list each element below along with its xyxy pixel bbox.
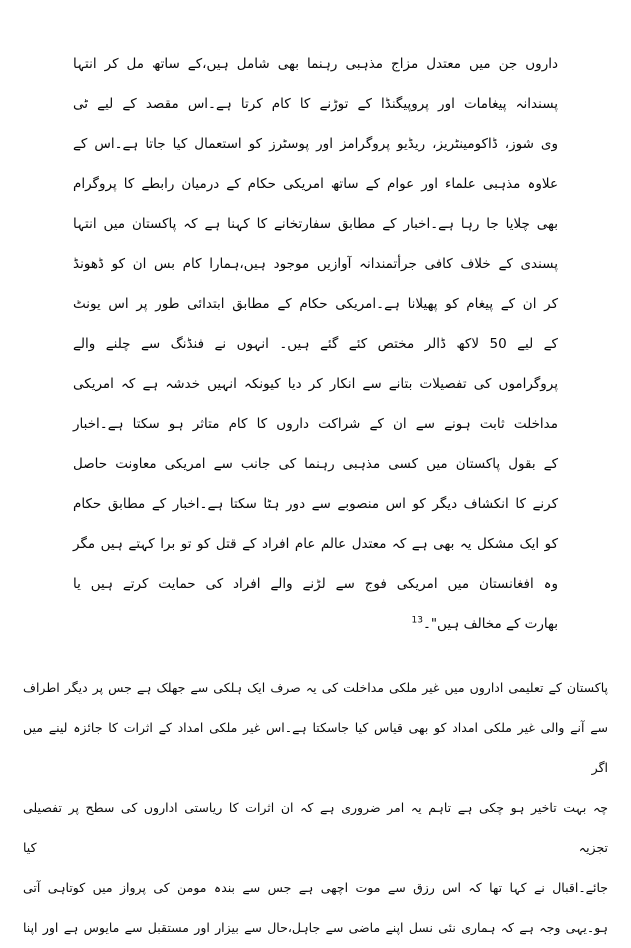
- paragraph-line: پاکستان کے تعلیمی اداروں میں غیر ملکی مداخلت کی یہ صرف ایک ہلکی سے جھلک ہے جس پر دیگر اطراف: [23, 680, 608, 695]
- quote-line: داروں جن میں معتدل مزاج مذہبی رہنما بھی شامل ہیں،کے ساتھ مل کر انتہا: [73, 56, 558, 72]
- quote-line: علاوہ مذہبی علماء اور عوام کے ساتھ امریکی حکام کے درمیان رابطے کا پروگرام: [73, 176, 558, 192]
- footnote-marker[interactable]: 13: [411, 615, 423, 626]
- quote-line: وہ افغانستان میں امریکی فوج سے لڑنے والے افراد کی حمایت کرتے ہیں یا: [73, 576, 558, 592]
- quote-line: بھی چلایا جا رہا ہے۔اخبار کے مطابق سفارتخانے کا کہنا ہے کہ پاکستان میں انتہا: [73, 216, 558, 232]
- quote-line: کرنے کا انکشاف دیگر کو اس منصوبے سے دور ہٹا سکتا ہے۔اخبار کے مطابق حکام: [73, 496, 558, 512]
- paragraph-line: جائے۔اقبال نے کہا تھا کہ اس رزق سے موت اچھی ہے جس سے بندہ مومن کی پرواز میں کوتاہی آتی: [23, 880, 608, 895]
- quote-line: پسندانہ پیغامات اور پروپیگنڈا کے توڑنے کا کام کرتا ہے۔اس مقصد کے لیے ٹی: [73, 96, 558, 112]
- quote-line: وی شوز، ڈاکومینٹریز، ریڈیو پروگرامز اور پوسٹرز کو استعمال کیا جاتا ہے۔اس کے: [73, 136, 558, 152]
- body-paragraph: [23, 668, 608, 948]
- quote-line: کے بقول پاکستان میں کسی مذہبی رہنما کی جانب سے امریکی معاونت حاصل: [73, 456, 558, 472]
- quote-line: پسندی کے خلاف کافی جرأتمندانہ آوازیں موجود ہیں،ہمارا کام بس ان کو ڈھونڈ: [73, 256, 558, 272]
- quote-line: کے لیے 50 لاکھ ڈالر مختص کئے گئے ہیں۔ انہوں نے فنڈنگ سے چلنے والے: [73, 336, 558, 352]
- paragraph-line: سے آنے والی غیر ملکی امداد کو بھی قیاس کیا جاسکتا ہے۔اس غیر ملکی امداد کے اثرات کا جائزہ لینے میں اگر: [23, 720, 608, 775]
- quote-line: کر ان کے پیغام کو پھیلانا ہے۔امریکی حکام کے مطابق ابتدائی طور پر اس یونٹ: [73, 296, 558, 312]
- quote-closing-line: [73, 604, 558, 644]
- paragraph-line: چہ بہت تاخیر ہو چکی ہے تاہم یہ امر ضروری ہے کہ ان اثرات کا ریاستی اداروں کی سطح پر تفصیلی تجزیہ کیا: [23, 800, 608, 855]
- block-quote: [73, 44, 558, 644]
- quote-line: پروگراموں کی تفصیلات بتانے سے انکار کر دیا کیونکہ انہیں خدشہ ہے کہ امریکی: [73, 376, 558, 392]
- quote-line: مداخلت ثابت ہونے سے ان کے شراکت داروں کا کام متاثر ہو سکتا ہے۔اخبار: [73, 416, 558, 432]
- quote-closing-text: بھارت کے مخالف ہیں"۔: [422, 616, 558, 632]
- paragraph-line: ہو۔یہی وجہ ہے کہ ہماری نئی نسل اپنے ماضی سے جاہل،حال سے بیزار اور مستقبل سے مایوس ہے اور اپنا: [23, 920, 608, 935]
- quote-line: کو ایک مشکل یہ بھی ہے کہ معتدل عالم عام افراد کے قتل کو تو برا کہتے ہیں مگر: [73, 536, 558, 552]
